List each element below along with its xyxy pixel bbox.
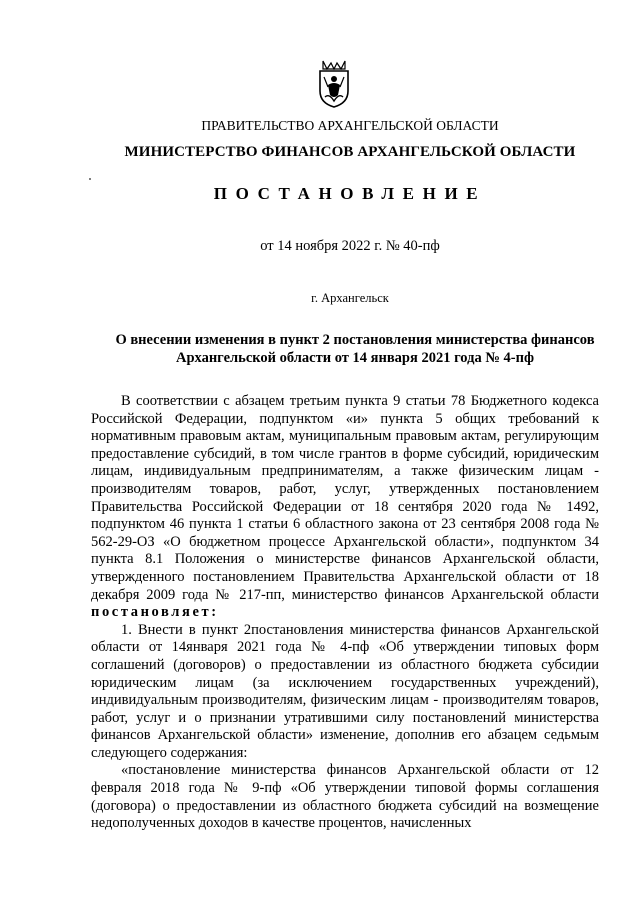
body-paragraph-item-1: 1. Внести в пункт 2постановления министерства финансов Архангельской области от 14января 2021 года № 4-пф «Об утверждении типовых форм соглашений (договоров) о предоставлении из областного бюджета субсидии юридическим лицам (за исключением государственных учреждений), индивидуальным производителям, физическим лицам - производителям товаров, работ, услуг и о признании утратившими силу постановлений министерства финансов Архангельской области» изменение, дополнив его абзацем седьмым следующего содержания: — [91, 621, 599, 761]
body-paragraph-quote: «постановление министерства финансов Архангельской области от 12 февраля 2018 года № 9-пф «Об утверждении типовой формы соглашения (договора) о предоставлении из областного бюджета субсидий на возмещение недополученных доходов в качестве процентов, начисленных — [91, 762, 599, 832]
document-body — [91, 393, 599, 833]
document-type: ПОСТАНОВЛЕНИЕ — [213, 184, 487, 203]
document-date-number: от 14 ноября 2022 г. № 40-пф — [260, 238, 440, 254]
government-name: ПРАВИТЕЛЬСТВО АРХАНГЕЛЬСКОЙ ОБЛАСТИ — [201, 118, 499, 133]
document-city: г. Архангельск — [311, 291, 389, 305]
ministry-name: МИНИСТЕРСТВО ФИНАНСОВ АРХАНГЕЛЬСКОЙ ОБЛАСТИ — [124, 144, 576, 160]
scan-speck — [89, 178, 91, 180]
document-title: О внесении изменения в пункт 2 постановления министерства финансов Архангельской области от 14 января 2021 года № 4-пф — [115, 332, 595, 366]
body-paragraph — [91, 393, 599, 622]
coat-of-arms-icon — [316, 57, 352, 109]
preamble-text: В соответствии с абзацем третьим пункта 9 статьи 78 Бюджетного кодекса Российской Федерации, подпунктом «и» пункта 5 общих требований к нормативным правовым актам, муниципальным правовым актам, регулирующим предоставление субсидий, в том числе грантов в форме субсидий, юридическим лицам, индивидуальным предпринимателям, а также физическим лицам - производителям товаров, работ, услуг, утвержденных постановлением Правительства Российской Федерации от 18 сентября 2020 года № 1492, подпунктом 46 пункта 1 статьи 6 областного закона от 23 сентября 2008 года № 562-29-ОЗ «О бюджетном процессе Архангельской области», подпунктом 34 пункта 8.1 Положения о министерстве финансов Архангельской области, утвержденного постановлением Правительства Архангельской области от 18 декабря 2009 года № 217-пп, министерство финансов Архангельской области — [91, 393, 599, 603]
resolves-text: постановляет: — [91, 604, 219, 621]
